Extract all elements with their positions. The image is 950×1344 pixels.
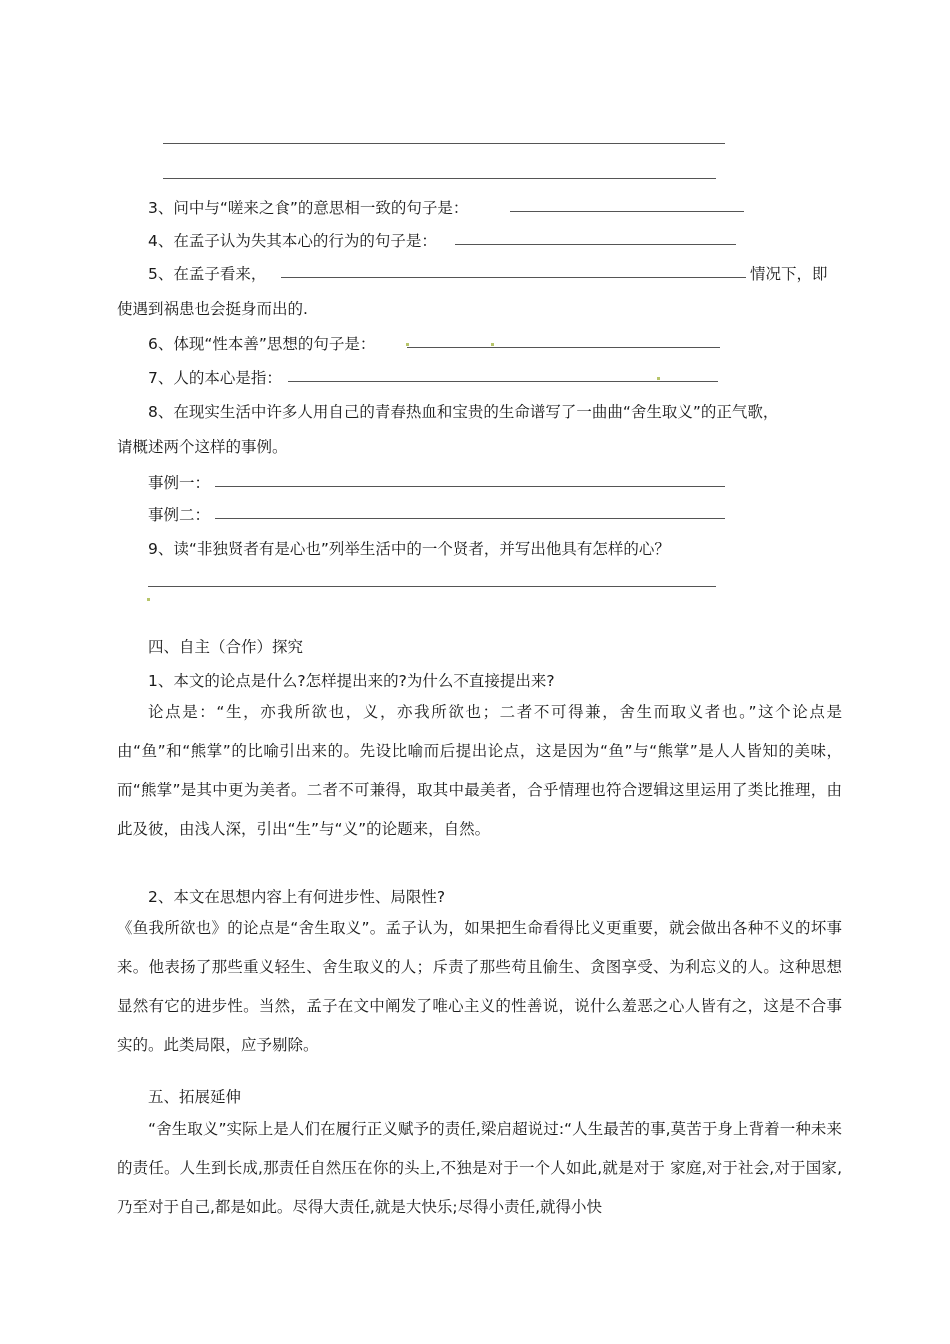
question-9: 9、读“非独贤者有是心也”列举生活中的一个贤者，并写出他具有怎样的心？	[148, 540, 670, 558]
section-4-question-1: 1、本文的论点是什么?怎样提出来的?为什么不直接提出来?	[148, 672, 555, 690]
question-5-lead: 5、在孟子看来，	[148, 265, 267, 283]
question-7: 7、人的本心是指：	[148, 369, 282, 387]
question-8-line2: 请概述两个这样的事例。	[117, 438, 288, 456]
answer-line	[163, 178, 716, 179]
section-4-title: 四、自主（合作）探究	[148, 638, 304, 656]
speck	[147, 598, 150, 601]
question-5-tail: 情况下，即	[750, 265, 828, 283]
section-4-answer-1: 论点是：“生，亦我所欲也，义，亦我所欲也；二者不可得兼，舍生而取义者也。”这个论点是由“鱼”和“熊掌”的比喻引出来的。先设比喻而后提出论点，这是因为“鱼”与“熊掌”是人人皆知的美味，而“熊掌”是其中更为美者。二者不可兼得，取其中最美者，合乎情理也符合逻辑这里运用了类比推理，由此及彼，由浅人深，引出“生”与“义”的论题来，自然。	[117, 703, 842, 838]
speck	[491, 343, 494, 346]
question-6: 6、体现“性本善”思想的句子是：	[148, 335, 376, 353]
speck	[406, 343, 409, 346]
question-4: 4、在孟子认为失其本心的行为的句子是：	[148, 232, 437, 250]
answer-line[interactable]	[510, 211, 744, 212]
question-5-line2: 使遇到祸患也会挺身而出的.	[117, 300, 308, 318]
example-1-label: 事例一：	[148, 474, 211, 492]
section-5-title: 五、拓展延伸	[148, 1088, 242, 1106]
answer-line[interactable]	[215, 486, 725, 487]
question-8-line1: 8、在现实生活中许多人用自己的青春热血和宝贵的生命谱写了一曲曲“舍生取义”的正气歌，	[148, 403, 779, 421]
answer-line[interactable]	[281, 277, 746, 278]
answer-line[interactable]	[407, 347, 720, 348]
answer-line[interactable]	[215, 518, 725, 519]
section-5-body: “舍生取义”实际上是人们在履行正义赋予的责任,梁启超说过:“人生最苦的事,莫苦于身上背着一种未来的责任。人生到长成,那责任自然压在你的头上,不独是对于一个人如此,就是对于 家庭,对于社会,对于国家,乃至对于自己,都是如此。尽得大责任,就是大快乐;尽得小责任,就得小快	[117, 1120, 842, 1216]
answer-line	[163, 143, 725, 144]
section-4-answer-2: 《鱼我所欲也》的论点是“舍生取义”。孟子认为，如果把生命看得比义更重要，就会做出各种不义的坏事来。他表扬了那些重义轻生、舍生取义的人；斥责了那些苟且偷生、贪图享受、为利忘义的人。这种思想显然有它的进步性。当然，孟子在文中阐发了唯心主义的性善说，说什么羞恶之心人皆有之，这是不合事实的。此类局限，应予剔除。	[117, 919, 842, 1054]
answer-line[interactable]	[455, 244, 736, 245]
section-4-question-2: 2、本文在思想内容上有何进步性、局限性?	[148, 888, 446, 906]
answer-line[interactable]	[148, 586, 716, 587]
question-3: 3、问中与“嗟来之食”的意思相一致的句子是：	[148, 199, 469, 217]
example-2-label: 事例二：	[148, 506, 211, 524]
answer-line[interactable]	[288, 381, 718, 382]
speck	[657, 377, 660, 380]
